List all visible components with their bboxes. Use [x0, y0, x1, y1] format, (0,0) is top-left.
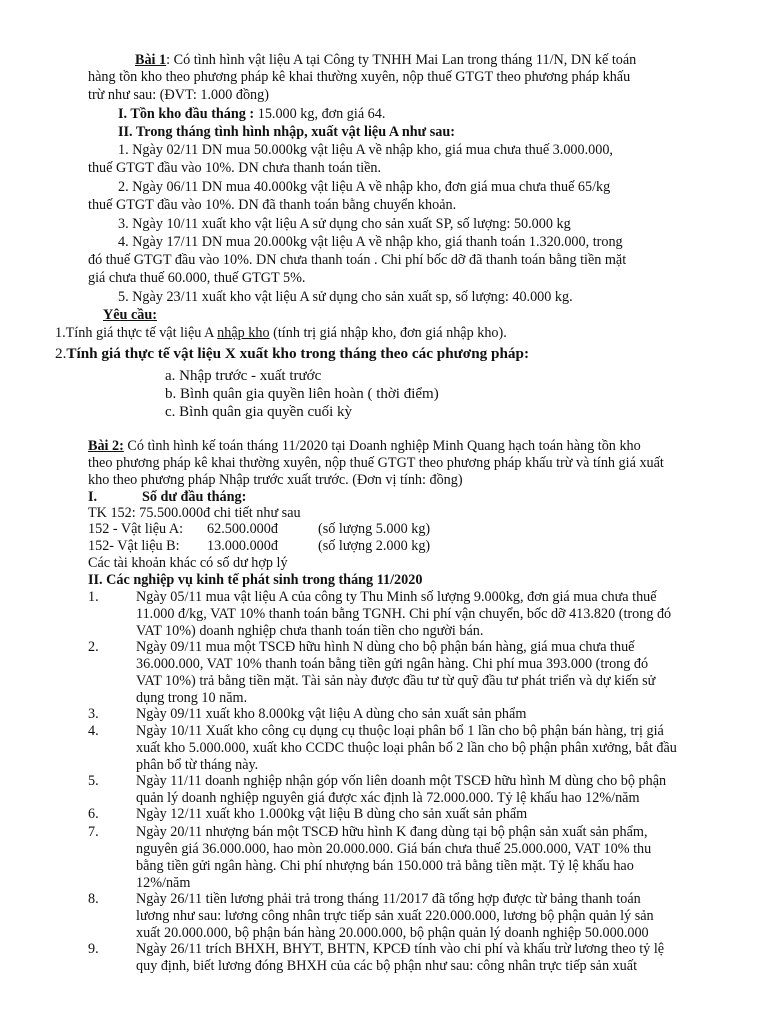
item-number: 2.	[88, 639, 99, 655]
item-number: 5.	[88, 773, 99, 789]
material-b-qty: (số lượng 2.000 kg)	[318, 538, 431, 554]
item-number: 6.	[88, 806, 99, 822]
bai1-section-2: II. Trong tháng tình hình nhập, xuất vật liệu A như sau:	[118, 124, 455, 140]
bai1-opening-value: 15.000 kg, đơn giá 64.	[254, 106, 386, 122]
bai2-s1-title: Số dư đầu tháng:	[142, 489, 247, 505]
material-b-label: 152- Vật liệu B:	[88, 538, 180, 554]
item-line: Ngày 05/11 mua vật liệu A của công ty Thu Minh số lượng 9.000kg, đơn giá mua chưa thuế	[136, 589, 657, 605]
bai1-tx4-line2: đó thuế GTGT đầu vào 10%. DN chưa thanh toán . Chi phí bốc dỡ đã thanh toán bằng tiền mặt	[88, 252, 627, 268]
material-a-qty: (số lượng 5.000 kg)	[318, 521, 431, 537]
bai1-tx4-line3: giá chưa thuế 60.000, thuế GTGT 5%.	[88, 270, 306, 286]
item-number: 8.	[88, 891, 99, 907]
item-line: dụng trong 10 năm.	[136, 690, 248, 706]
item-number: 7.	[88, 824, 99, 840]
item-number: 3.	[88, 706, 99, 722]
bai1-req-2	[55, 346, 529, 362]
item-number: 9.	[88, 941, 99, 957]
req1-text-b: (tính trị giá nhập kho, đơn giá nhập kho).	[269, 325, 507, 341]
item-line: Ngày 09/11 mua một TSCĐ hữu hình N dùng cho bộ phận bán hàng, giá mua chưa thuế	[136, 639, 635, 655]
req2-text: Tính giá thực tế vật liệu X xuất kho trong tháng theo các phương pháp:	[66, 345, 530, 362]
method-c: c. Bình quân gia quyền cuối kỳ	[165, 404, 353, 420]
req1-text-a: Tính giá thực tế vật liệu A	[65, 325, 218, 341]
req1-number: 1.	[55, 325, 66, 341]
item-line: phân bổ từ tháng này.	[136, 757, 259, 773]
bai1-title: Bài 1	[135, 52, 167, 68]
bai2-intro-1: Có tình hình kế toán tháng 11/2020 tại Doanh nghiệp Minh Quang hạch toán hàng tồn kho	[123, 438, 641, 454]
item-line: Ngày 12/11 xuất kho 1.000kg vật liệu B dùng cho sản xuất sản phẩm	[136, 806, 528, 822]
bai1-tx1-line1: 1. Ngày 02/11 DN mua 50.000kg vật liệu A về nhập kho, giá mua chưa thuế 3.000.000,	[118, 142, 613, 158]
bai2-intro-3: kho theo phương pháp Nhập trước xuất trước. (Đơn vị tính: đồng)	[88, 472, 463, 488]
bai1-tx5: 5. Ngày 23/11 xuất kho vật liệu A sử dụng cho sản xuất sp, số lượng: 40.000 kg.	[118, 289, 573, 305]
bai1-requirements-title: Yêu cầu:	[103, 307, 157, 323]
item-line: Ngày 11/11 doanh nghiệp nhận góp vốn liên doanh một TSCĐ hữu hình M dùng cho bộ phận	[136, 773, 667, 789]
bai1-intro-1: : Có tình hình vật liệu A tại Công ty TNHH Mai Lan trong tháng 11/N, DN kế toán	[166, 52, 637, 68]
bai2-s1-number: I.	[88, 489, 98, 505]
method-a: a. Nhập trước - xuất trước	[165, 368, 322, 384]
bai2-s2-title: II. Các nghiệp vụ kinh tế phát sinh trong tháng 11/2020	[88, 572, 423, 588]
bai1-opening	[118, 106, 385, 122]
item-line: Ngày 20/11 nhượng bán một TSCĐ hữu hình K đang dùng tại bộ phận sản xuất sản phẩm,	[136, 824, 648, 840]
item-line: VAT 10%) trả bằng tiền mặt. Tài sản này được đầu tư từ quỹ đầu tư phát triển và dự kiến sử	[136, 673, 656, 689]
material-a-value: 62.500.000đ	[207, 521, 278, 537]
item-line: xuất kho 5.000.000, xuất kho CCDC thuộc loại phân bổ 2 lần cho bộ phận phân xưởng, bắt đầu	[136, 740, 677, 756]
req2-number: 2.	[55, 345, 67, 362]
bai2-title: Bài 2:	[88, 438, 124, 454]
item-line: quy định, biết lương đóng BHXH của các bộ phận như sau: công nhân trực tiếp sản xuất	[136, 958, 638, 974]
item-line: VAT 10%) doanh nghiệp chưa thanh toán tiền cho người bán.	[136, 623, 484, 639]
bai2-intro-2: theo phương pháp kê khai thường xuyên, nộp thuế GTGT theo phương pháp khấu trừ và tính giá xuất	[88, 455, 664, 471]
item-number: 1.	[88, 589, 99, 605]
item-line: Ngày 26/11 trích BHXH, BHYT, BHTN, KPCĐ tính vào chi phí và khấu trừ lương theo tỷ lệ	[136, 941, 665, 957]
item-line: 12%/năm	[136, 875, 191, 891]
item-line: Ngày 10/11 Xuất kho công cụ dụng cụ thuộc loại phân bổ 1 lần cho bộ phận bán hàng, trị giá	[136, 723, 664, 739]
bai1-intro-3: trừ như sau: (ĐVT: 1.000 đồng)	[88, 87, 269, 103]
item-line: quản lý doanh nghiệp nguyên giá được xác định là 72.000.000. Tỷ lệ khấu hao 12%/năm	[136, 790, 640, 806]
bai1-tx2-line2: thuế GTGT đầu vào 10%. DN đã thanh toán bằng chuyển khoản.	[88, 197, 457, 213]
item-line: 36.000.000, VAT 10% thanh toán bằng tiền gửi ngân hàng. Chi phí mua 393.000 (trong đó	[136, 656, 649, 672]
item-line: Ngày 09/11 xuất kho 8.000kg vật liệu A dùng cho sản xuất sản phẩm	[136, 706, 527, 722]
material-a-label: 152 - Vật liệu A:	[88, 521, 184, 537]
bai1-req-1	[55, 325, 507, 341]
bai2-line-1	[88, 438, 641, 454]
item-line: 11.000 đ/kg, VAT 10% thanh toán bằng TGNH. Chi phí vận chuyển, bốc dỡ 413.820 (trong đó	[136, 606, 672, 622]
bai1-intro-2: hàng tồn kho theo phương pháp kê khai thường xuyên, nộp thuế GTGT theo phương pháp khấu	[88, 69, 631, 85]
item-line: bằng tiền gửi ngân hàng. Chi phí nhượng bán 150.000 trả bằng tiền mặt. Tỷ lệ khấu hao	[136, 858, 634, 874]
method-b: b. Bình quân gia quyền liên hoàn ( thời điểm)	[165, 386, 439, 402]
bai1-opening-label: I. Tồn kho đầu tháng :	[118, 106, 255, 122]
bai1-tx1-line2: thuế GTGT đầu vào 10%. DN chưa thanh toán tiền.	[88, 160, 382, 176]
bai1-tx3: 3. Ngày 10/11 xuất kho vật liệu A sử dụng cho sản xuất SP, số lượng: 50.000 kg	[118, 216, 571, 232]
req1-underlined: nhập kho	[217, 325, 270, 341]
item-line: nguyên giá 36.000.000, hao mòn 20.000.000. Giá bán chưa thuế 25.000.000, VAT 10% thu	[136, 841, 652, 857]
other-accounts: Các tài khoản khác có số dư hợp lý	[88, 555, 288, 571]
tk152-line: TK 152: 75.500.000đ chi tiết như sau	[88, 505, 301, 521]
item-line: xuất 20.000.000, bộ phận bán hàng 20.000.000, bộ phận quản lý doanh nghiệp 50.000.000	[136, 925, 649, 941]
bai1-tx2-line1: 2. Ngày 06/11 DN mua 40.000kg vật liệu A về nhập kho, đơn giá mua chưa thuế 65/kg	[118, 179, 611, 195]
item-line: lương như sau: lương công nhân trực tiếp sản xuất 220.000.000, lương bộ phận quản lý sản	[136, 908, 654, 924]
bai1-line-1	[135, 52, 636, 68]
item-number: 4.	[88, 723, 99, 739]
material-b-value: 13.000.000đ	[207, 538, 278, 554]
bai1-tx4-line1: 4. Ngày 17/11 DN mua 20.000kg vật liệu A về nhập kho, giá thanh toán 1.320.000, trong	[118, 234, 623, 250]
item-line: Ngày 26/11 tiền lương phải trả trong tháng 11/2017 đã tổng hợp được từ bảng thanh toán	[136, 891, 641, 907]
